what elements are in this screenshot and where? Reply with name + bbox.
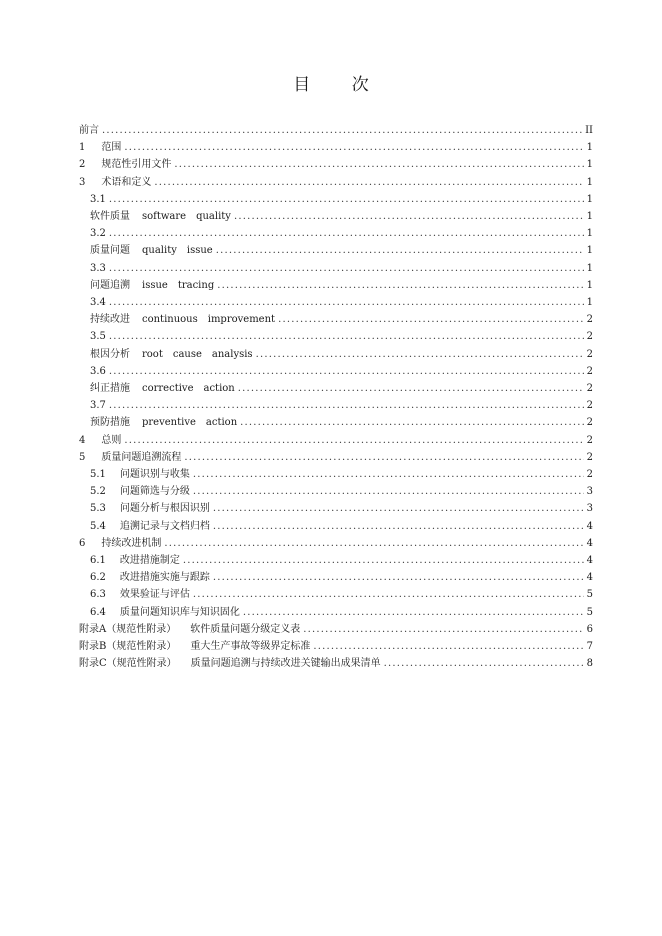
toc-page-number: 8 [586,658,593,670]
toc-entry-number: 5 [79,451,86,463]
toc-entry[interactable] [79,569,593,586]
toc-entry-text: 改进措施制定 [119,555,180,567]
toc-entry[interactable] [79,363,593,380]
toc-page-number: 1 [586,176,593,188]
toc-entry-text: 术语和定义 [101,176,152,188]
toc-entry-label [90,208,231,225]
toc-entry-number: 3 [79,176,86,188]
toc-entry-number: 3.4 [90,297,106,309]
toc-entry-label [90,260,106,277]
toc-entry[interactable] [79,552,593,569]
toc-page-number: 5 [586,589,593,601]
toc-page-number: 2 [586,434,593,446]
toc-entry[interactable] [79,208,593,225]
toc-leader-dots [193,483,584,500]
toc-leader-dots [154,174,583,191]
toc-entry[interactable] [79,328,593,345]
toc-entry-label [90,500,210,517]
toc-title [0,70,662,95]
toc-entry-label [79,122,99,139]
toc-entry-number: 附录B（规范性附录） [79,641,177,653]
toc-entry[interactable] [79,122,593,139]
toc-entry[interactable] [79,638,593,655]
toc-leader-dots [184,449,583,466]
toc-page-number: 1 [586,262,593,274]
toc-entry[interactable] [79,466,593,483]
toc-leader-dots [240,414,583,431]
toc-entry-text: 问题追溯 [90,279,130,291]
toc-entry-label [90,225,106,242]
toc-entry-number: 3.6 [90,365,106,377]
toc-leader-dots [109,225,584,242]
toc-entry-number: 附录C（规范性附录） [79,658,177,670]
toc-entry-text: 纠正措施 [90,383,130,395]
toc-leader-dots [384,655,584,672]
toc-entry[interactable] [79,604,593,621]
toc-page-number: 1 [586,193,593,205]
toc-entry-label [90,191,106,208]
toc-entry-number: 附录A（规范性附录） [79,623,177,635]
toc-leader-dots [278,311,584,328]
toc-entry-label [79,535,161,552]
toc-entry-label [90,242,213,259]
toc-entry-text: 重大生产事故等级界定标准 [190,641,311,653]
toc-page-number: 5 [586,606,593,618]
toc-entry[interactable] [79,397,593,414]
toc-leader-dots [234,208,584,225]
toc-entry-number: 3.5 [90,331,106,343]
toc-entry-text: 质量问题知识库与知识固化 [119,606,240,618]
toc-entry-label [90,586,190,603]
toc-entry-text: 预防措施 [90,417,130,429]
toc-leader-dots [183,552,584,569]
toc-entry-label [79,638,310,655]
toc-page-number: 6 [586,623,593,635]
toc-entry-english-term: root cause analysis [142,348,253,360]
toc-page-number: 4 [586,555,593,567]
toc-entry[interactable] [79,294,593,311]
toc-entry-label [90,328,106,345]
toc-entry-english-term: preventive action [142,417,238,429]
toc-page-number: 7 [586,641,593,653]
toc-entry-label [79,139,121,156]
toc-entry[interactable] [79,346,593,363]
toc-entry-label [90,311,275,328]
toc-entry-label [79,449,181,466]
toc-entry[interactable] [79,586,593,603]
toc-entry-text: 改进措施实施与跟踪 [119,572,210,584]
toc-entry-number: 6.3 [90,589,106,601]
toc-entry-label [90,346,253,363]
table-of-contents [79,122,593,673]
toc-entry-number: 5.2 [90,486,106,498]
toc-page-number: 4 [586,572,593,584]
toc-entry-english-term: corrective action [142,383,235,395]
toc-entry-label [79,156,171,173]
toc-entry-number: 6 [79,537,86,549]
toc-leader-dots [238,380,584,397]
toc-leader-dots [109,363,584,380]
toc-entry[interactable] [79,483,593,500]
toc-leader-dots [109,191,584,208]
toc-title-char-1: 目 [293,75,311,95]
toc-entry[interactable] [79,242,593,259]
toc-entry-english-term: issue tracing [142,279,215,291]
toc-page-number: 4 [586,537,593,549]
toc-page-number: 2 [586,331,593,343]
toc-page-number: 2 [586,469,593,481]
toc-leader-dots [243,604,584,621]
toc-leader-dots [109,260,584,277]
toc-entry-text: 持续改进 [90,314,130,326]
toc-entry[interactable] [79,500,593,517]
toc-page-number: 1 [586,279,593,291]
toc-entry-number: 6.4 [90,606,106,618]
toc-entry-text: 问题筛选与分级 [119,486,190,498]
toc-entry-text: 效果验证与评估 [119,589,190,601]
toc-entry-label [79,432,121,449]
toc-leader-dots [216,242,584,259]
toc-entry-label [90,518,210,535]
toc-entry[interactable] [79,380,593,397]
toc-entry-label [90,397,106,414]
toc-leader-dots [124,139,583,156]
toc-entry-text: 质量问题 [90,245,130,257]
toc-entry-label [90,552,180,569]
toc-entry-number: 3.2 [90,228,106,240]
toc-entry[interactable] [79,311,593,328]
toc-entry-number: 1 [79,142,86,154]
toc-page-number: II [585,125,593,136]
toc-page-number: 2 [586,383,593,395]
toc-page-number: 1 [586,228,593,240]
toc-leader-dots [256,346,584,363]
toc-entry-text: 范围 [101,142,122,154]
toc-entry-english-term: continuous improvement [142,314,276,326]
toc-entry-number: 4 [79,434,86,446]
toc-page-number: 2 [586,417,593,429]
toc-entry-label [79,621,300,638]
toc-leader-dots [124,432,583,449]
toc-page-number: 1 [586,159,593,171]
toc-entry-text: 软件质量问题分级定义表 [190,623,301,635]
toc-entry[interactable] [79,432,593,449]
toc-page-number: 2 [586,451,593,463]
toc-page-number: 1 [586,211,593,223]
toc-entry[interactable] [79,518,593,535]
toc-entry-text: 总则 [101,434,122,446]
toc-entry-text: 质量问题追溯与持续改进关键输出成果清单 [190,658,381,670]
toc-entry-text: 根因分析 [90,348,130,360]
toc-entry-label [90,483,190,500]
toc-entry[interactable] [79,655,593,672]
toc-leader-dots [109,328,584,345]
toc-leader-dots [213,518,584,535]
toc-page-number: 2 [586,348,593,360]
toc-entry-text: 持续改进机制 [101,537,162,549]
toc-entry-label [90,277,214,294]
toc-entry-number: 5.3 [90,503,106,515]
toc-entry-label [90,294,106,311]
toc-leader-dots [102,122,582,139]
toc-entry[interactable] [79,449,593,466]
toc-leader-dots [303,621,583,638]
toc-entry-text: 规范性引用文件 [101,159,172,171]
toc-leader-dots [213,569,584,586]
toc-leader-dots [217,277,583,294]
toc-leader-dots [213,500,584,517]
toc-entry[interactable] [79,260,593,277]
toc-page-number: 3 [586,486,593,498]
toc-leader-dots [109,294,584,311]
toc-entry-number: 2 [79,159,86,171]
toc-page-number: 2 [586,314,593,326]
toc-entry-text: 问题分析与根因识别 [119,503,210,515]
toc-page-number: 1 [586,142,593,154]
toc-page-number: 2 [586,365,593,377]
toc-entry-text: 软件质量 [90,211,130,223]
toc-entry[interactable] [79,535,593,552]
toc-entry-number: 5.1 [90,469,106,481]
toc-entry[interactable] [79,414,593,431]
toc-entry[interactable] [79,621,593,638]
toc-entry[interactable] [79,174,593,191]
toc-entry[interactable] [79,277,593,294]
toc-leader-dots [193,586,584,603]
toc-page-number: 3 [586,503,593,515]
toc-entry-english-term: quality issue [142,245,213,257]
toc-leader-dots [109,397,584,414]
toc-entry-text: 问题识别与收集 [119,469,190,481]
toc-entry-english-term: software quality [142,211,231,223]
toc-entry-label [90,414,237,431]
toc-page-number: 1 [586,297,593,309]
toc-entry-label [79,655,381,672]
toc-page-number: 4 [586,520,593,532]
toc-entry-label [90,569,210,586]
toc-entry-label [90,604,240,621]
toc-entry[interactable] [79,191,593,208]
toc-title-char-2: 次 [351,75,369,95]
toc-entry-label [90,466,190,483]
toc-entry-label [79,174,151,191]
toc-entry-number: 6.2 [90,572,106,584]
toc-entry[interactable] [79,225,593,242]
toc-page-number: 1 [586,245,593,257]
toc-entry-text: 追溯记录与文档归档 [119,520,210,532]
toc-entry-number: 3.7 [90,400,106,412]
toc-leader-dots [174,156,583,173]
toc-page-number: 2 [586,400,593,412]
toc-leader-dots [313,638,583,655]
toc-entry-number: 3.3 [90,262,106,274]
toc-entry-label [90,363,106,380]
toc-entry-number: 3.1 [90,193,106,205]
toc-leader-dots [164,535,583,552]
toc-entry-text: 质量问题追溯流程 [101,451,182,463]
toc-leader-dots [193,466,584,483]
toc-entry-label [90,380,235,397]
toc-entry-number: 5.4 [90,520,106,532]
toc-entry-text: 前言 [79,125,99,136]
toc-entry[interactable] [79,156,593,173]
toc-entry[interactable] [79,139,593,156]
toc-entry-number: 6.1 [90,555,106,567]
